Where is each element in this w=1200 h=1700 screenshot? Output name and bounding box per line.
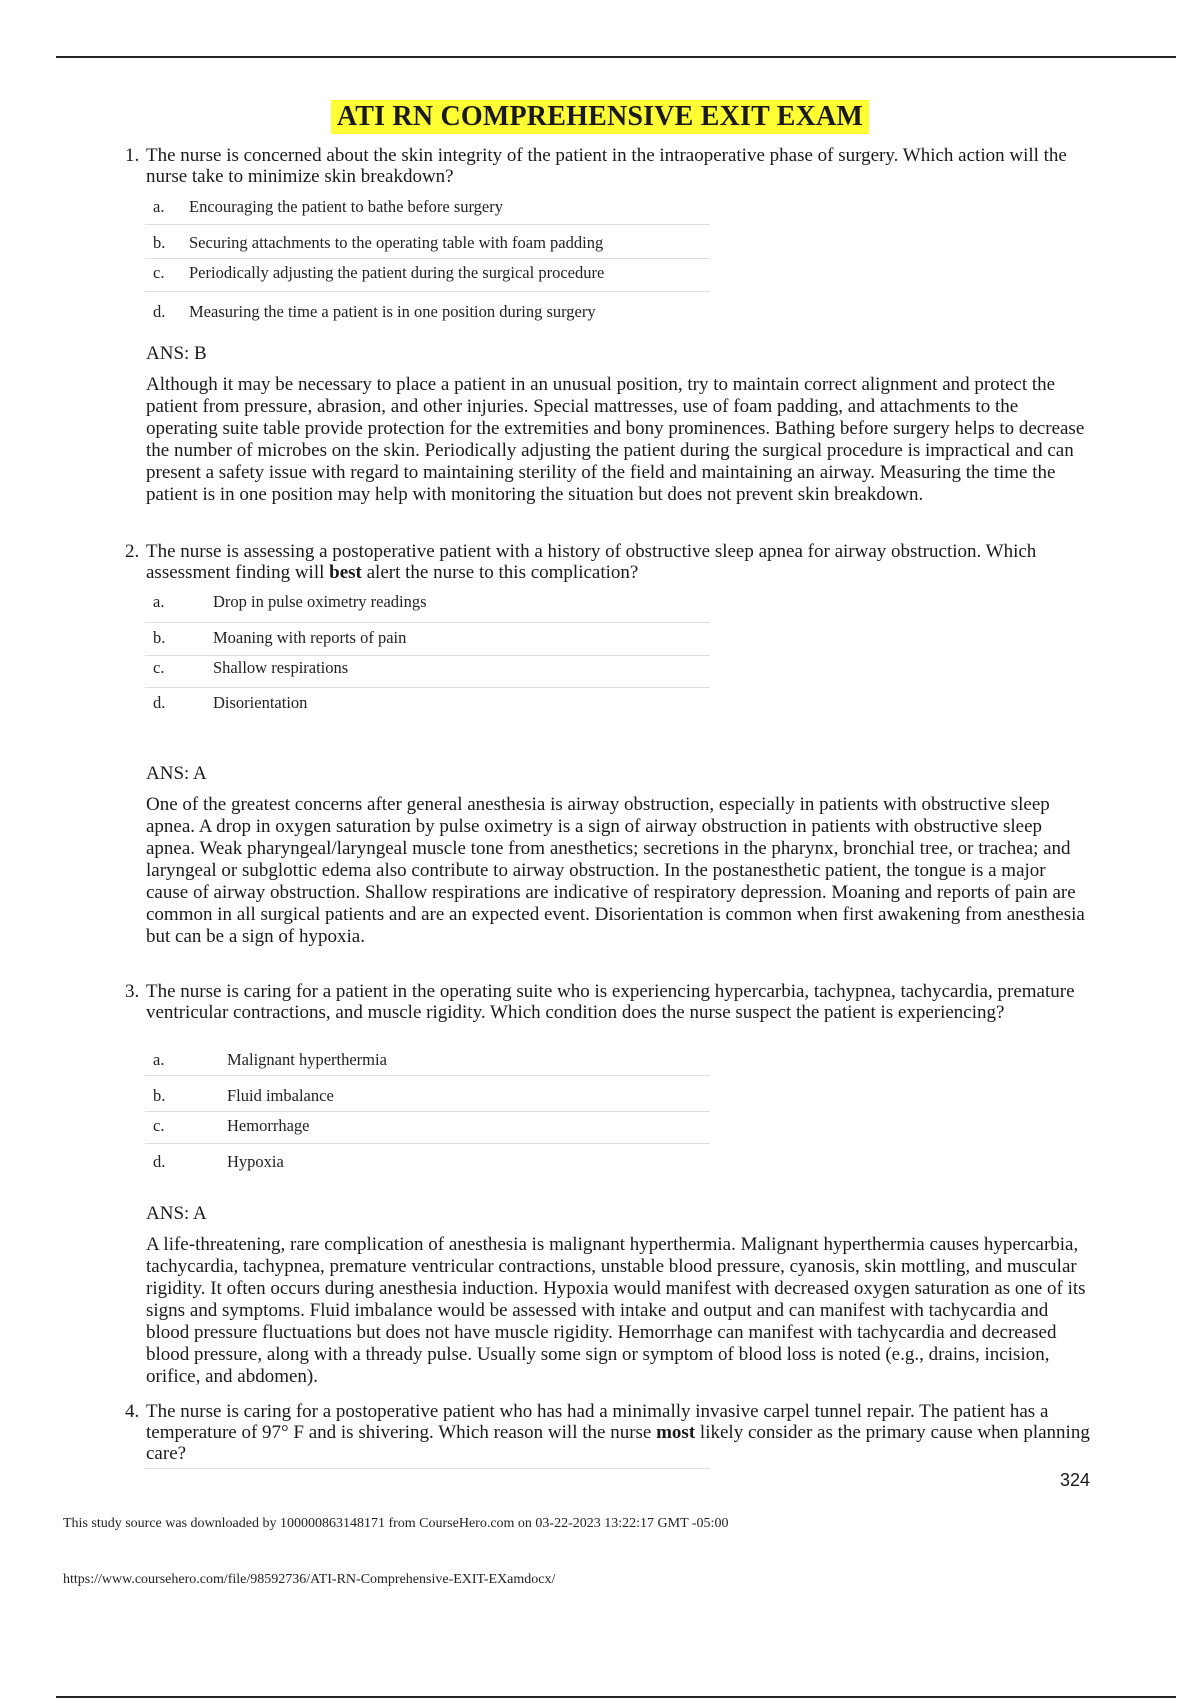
option-text: Securing attachments to the operating table with foam padding bbox=[189, 233, 604, 252]
option-divider bbox=[145, 258, 710, 259]
option-letter: a. bbox=[153, 197, 165, 216]
top-rule bbox=[56, 56, 1176, 58]
option-text: Drop in pulse oximetry readings bbox=[213, 592, 427, 611]
option-text: Periodically adjusting the patient during the surgical procedure bbox=[189, 263, 605, 282]
option-text: Moaning with reports of pain bbox=[213, 628, 407, 647]
option-text: Hypoxia bbox=[227, 1152, 284, 1171]
option-letter: b. bbox=[153, 1086, 166, 1105]
answer-key: ANS: A bbox=[146, 763, 207, 784]
question-number: 3. bbox=[125, 981, 140, 1002]
question-number: 2. bbox=[125, 541, 140, 562]
option-text: Measuring the time a patient is in one position during surgery bbox=[189, 302, 596, 321]
option-divider bbox=[145, 622, 710, 623]
option-divider bbox=[145, 1111, 710, 1112]
answer-key: ANS: A bbox=[146, 1203, 207, 1224]
option-divider bbox=[145, 1468, 710, 1469]
option-divider bbox=[145, 291, 710, 292]
emphasis-word: most bbox=[656, 1422, 696, 1443]
option-letter: a. bbox=[153, 1050, 165, 1069]
option-text: Disorientation bbox=[213, 693, 308, 712]
option-letter: d. bbox=[153, 1152, 166, 1171]
option-divider bbox=[145, 1075, 710, 1076]
rationale: Although it may be necessary to place a patient in an unusual position, try to maintain correct alignment and protect the patient from pressure, abrasion, and other injuries. Special mattresses, use of foam padding, and attachments to the operating suite table provide protection for the extremities and bony prominences. Bathing before surgery helps to decrease the number of microbes on the skin. Periodically adjusting the patient during the surgical procedure is impractical and can present a safety issue with regard to maintaining sterility of the field and maintaining an airway. Measuring the time the patient is in one position may help with monitoring the situation but does not prevent skin breakdown. bbox=[146, 374, 1085, 505]
page-title: ATI RN COMPREHENSIVE EXIT EXAM bbox=[331, 100, 869, 134]
option-divider bbox=[145, 1143, 710, 1144]
option-text: Malignant hyperthermia bbox=[227, 1050, 387, 1069]
bottom-rule bbox=[56, 1696, 1176, 1698]
option-letter: b. bbox=[153, 233, 166, 252]
option-letter: c. bbox=[153, 1116, 165, 1135]
option-text: Fluid imbalance bbox=[227, 1086, 334, 1105]
option-letter: d. bbox=[153, 693, 166, 712]
rationale: A life-threatening, rare complication of anesthesia is malignant hyperthermia. Malignant hyperthermia causes hypercarbia, tachycardia, tachypnea, premature ventricular contractions, unstable blood pressure, cyanosis, skin mottling, and muscular rigidity. It often occurs during anesthesia induction. Hypoxia would manifest with decreased oxygen saturation as one of its signs and symptoms. Fluid imbalance would be assessed with intake and output and can manifest with tachycardia and blood pressure fluctuations but does not have muscle rigidity. Hemorrhage can manifest with tachycardia and decreased blood pressure, along with a thready pulse. Usually some sign or symptom of blood loss is noted (e.g., drains, incision, orifice, and abdomen). bbox=[146, 1234, 1086, 1387]
question-stem: The nurse is caring for a patient in the operating suite who is experiencing hypercarbia, tachypnea, tachycardia, premature ventricular contractions, and muscle rigidity. Which condition does the nurse suspect the patient is experiencing? bbox=[146, 981, 1075, 1023]
answer-key: ANS: B bbox=[146, 343, 207, 364]
option-divider bbox=[145, 655, 710, 656]
option-letter: c. bbox=[153, 263, 165, 282]
download-note: This study source was downloaded by 100000863148171 from CourseHero.com on 03-22-2023 13:22:17 GMT -05:00 bbox=[63, 1516, 729, 1531]
option-letter: d. bbox=[153, 302, 166, 321]
question-number: 1. bbox=[125, 145, 140, 166]
rationale: One of the greatest concerns after general anesthesia is airway obstruction, especially in patients with obstructive sleep apnea. A drop in oxygen saturation by pulse oximetry is a sign of airway obstruction in patients with obstructive sleep apnea. Weak pharyngeal/laryngeal muscle tone from anesthetics; secretions in the pharynx, bronchial tree, or trachea; and laryngeal or subglottic edema also contribute to airway obstruction. In the postanesthetic patient, the tongue is a major cause of airway obstruction. Shallow respirations are indicative of respiratory depression. Moaning and reports of pain are common in all surgical patients and are an expected event. Disorientation is common when first awakening from anesthesia but can be a sign of hypoxia. bbox=[146, 794, 1085, 947]
option-letter: c. bbox=[153, 658, 165, 677]
option-letter: a. bbox=[153, 592, 165, 611]
question-stem: The nurse is assessing a postoperative patient with a history of obstructive sleep apnea for airway obstruction. Which assessment finding will best alert the nurse to this complication? bbox=[146, 541, 1037, 583]
option-text: Encouraging the patient to bathe before surgery bbox=[189, 197, 503, 216]
option-letter: b. bbox=[153, 628, 166, 647]
option-text: Shallow respirations bbox=[213, 658, 349, 677]
emphasis-word: best bbox=[329, 562, 362, 583]
page-number: 324 bbox=[1059, 1470, 1090, 1490]
source-url[interactable]: https://www.coursehero.com/file/98592736/ATI-RN-Comprehensive-EXIT-EXamdocx/ bbox=[63, 1572, 556, 1587]
question-number: 4. bbox=[125, 1401, 140, 1422]
question-stem: The nurse is caring for a postoperative patient who has had a minimally invasive carpel tunnel repair. The patient has a temperature of 97° F and is shivering. Which reason will the nurse most likely consider as the primary cause when planning care? bbox=[146, 1401, 1090, 1464]
title-block bbox=[0, 100, 1200, 134]
option-text: Hemorrhage bbox=[227, 1116, 310, 1135]
option-divider bbox=[145, 687, 710, 688]
question-stem: The nurse is concerned about the skin integrity of the patient in the intraoperative phase of surgery. Which action will the nurse take to minimize skin breakdown? bbox=[146, 145, 1067, 187]
option-divider bbox=[145, 224, 710, 225]
